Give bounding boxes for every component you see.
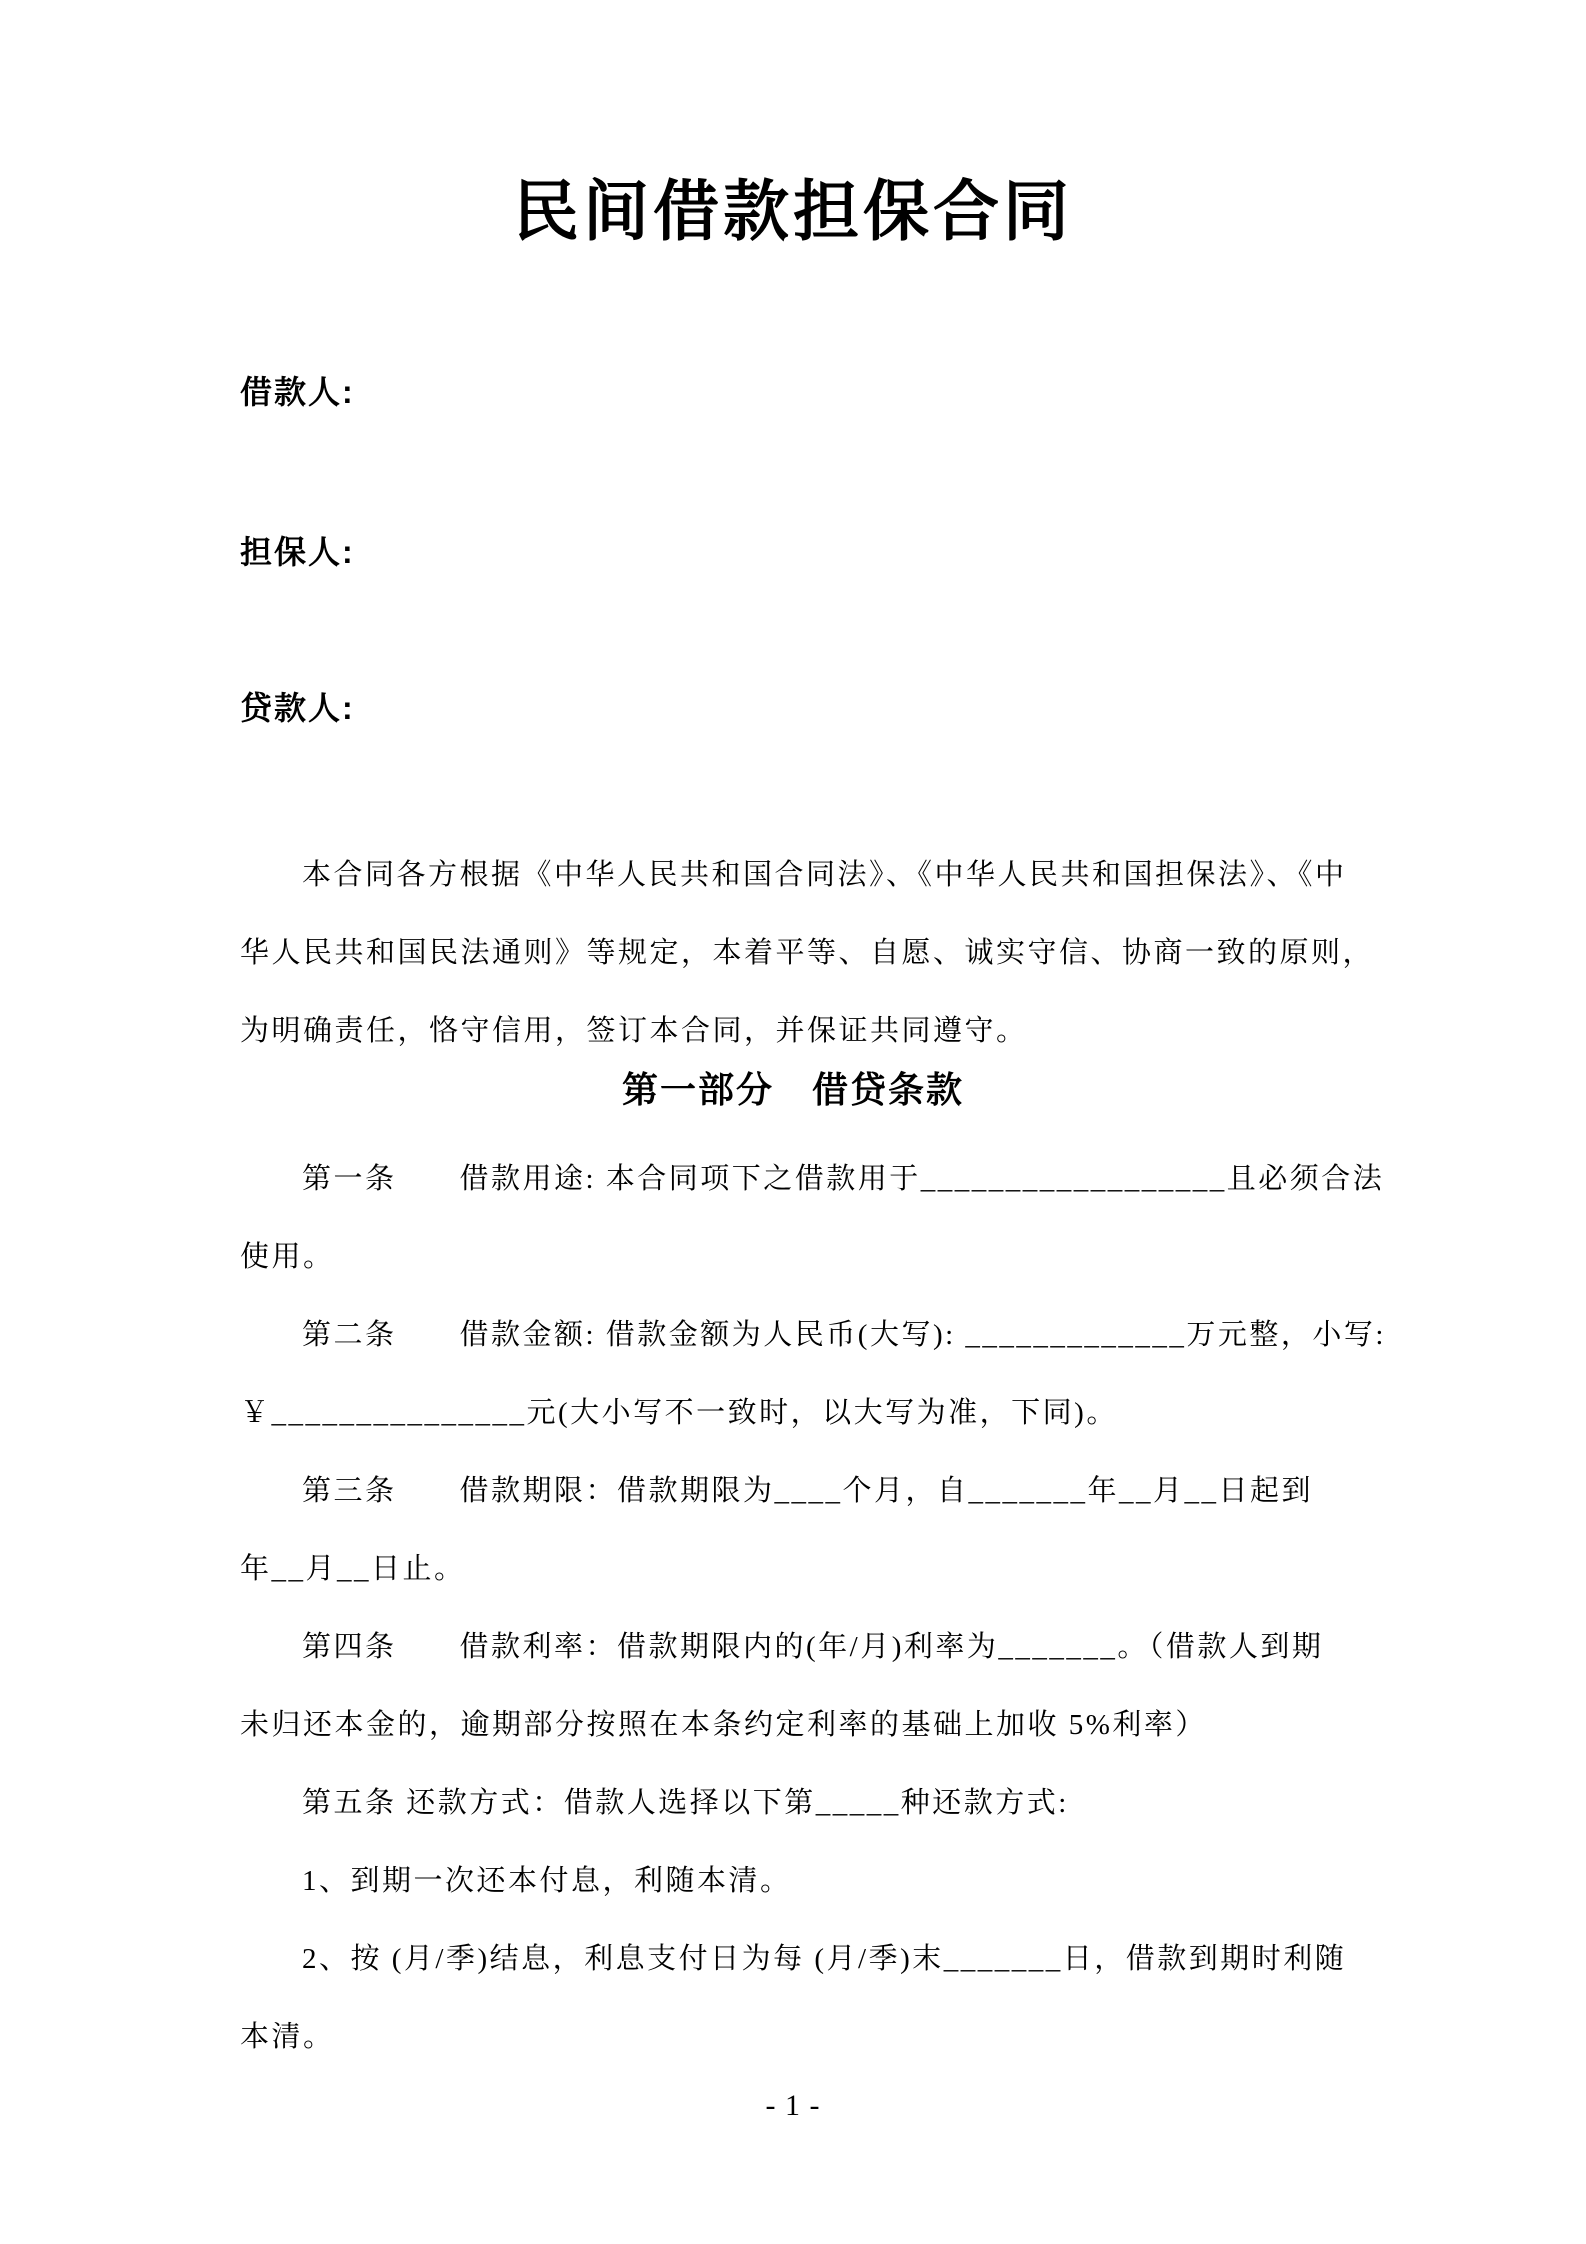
repayment-option-2-line-1: 2、按 (月/季)结息，利息支付日为每 (月/季)末_______日，借款到期时利随 [302,1943,1347,1975]
clause-1-purpose-line-1: 第一条 借款用途: 本合同项下之借款用于__________________且必须合法 [302,1163,1385,1195]
intro-line-3: 为明确责任，恪守信用，签订本合同，并保证共同遵守。 [240,1015,1028,1047]
clause-2-amount-line-2: ￥_______________元(大小写不一致时，以大写为准，下同)。 [240,1397,1118,1429]
section-heading: 第一部分 借贷条款 [621,1069,964,1110]
clause-3-term-line-2: 年__月__日止。 [240,1553,466,1585]
document-title: 民间借款担保合同 [513,176,1073,249]
clause-4-interest-line-1: 第四条 借款利率：借款期限内的(年/月)利率为_______。（借款人到期 [302,1631,1324,1663]
repayment-option-2-line-2: 本清。 [240,2021,335,2053]
party-label-lender: 贷款人: [240,690,355,726]
party-label-borrower: 借款人: [240,374,355,410]
clauses-block [240,1140,1386,2076]
page-number: - 1 - [765,2089,821,2122]
clause-1-purpose-line-2: 使用。 [240,1241,335,1273]
clause-2-amount-line-1: 第二条 借款金额: 借款金额为人民币(大写): _____________万元整，小写: [302,1319,1386,1351]
clause-3-term-line-1: 第三条 借款期限：借款期限为____个月，自_______年__月__日起到 [302,1475,1314,1507]
clause-4-interest-line-2: 未归还本金的，逾期部分按照在本条约定利率的基础上加收 5%利率） [240,1709,1207,1741]
clause-5-repayment-line: 第五条 还款方式：借款人选择以下第_____种还款方式: [302,1787,1069,1819]
intro-paragraph [240,836,1386,1070]
party-label-guarantor: 担保人: [240,534,355,570]
intro-line-2: 华人民共和国民法通则》等规定，本着平等、自愿、诚实守信、协商一致的原则， [240,937,1375,969]
intro-line-1: 本合同各方根据《中华人民共和国合同法》、《中华人民共和国担保法》、《中 [302,859,1347,891]
repayment-option-1: 1、到期一次还本付息，利随本清。 [302,1865,792,1897]
